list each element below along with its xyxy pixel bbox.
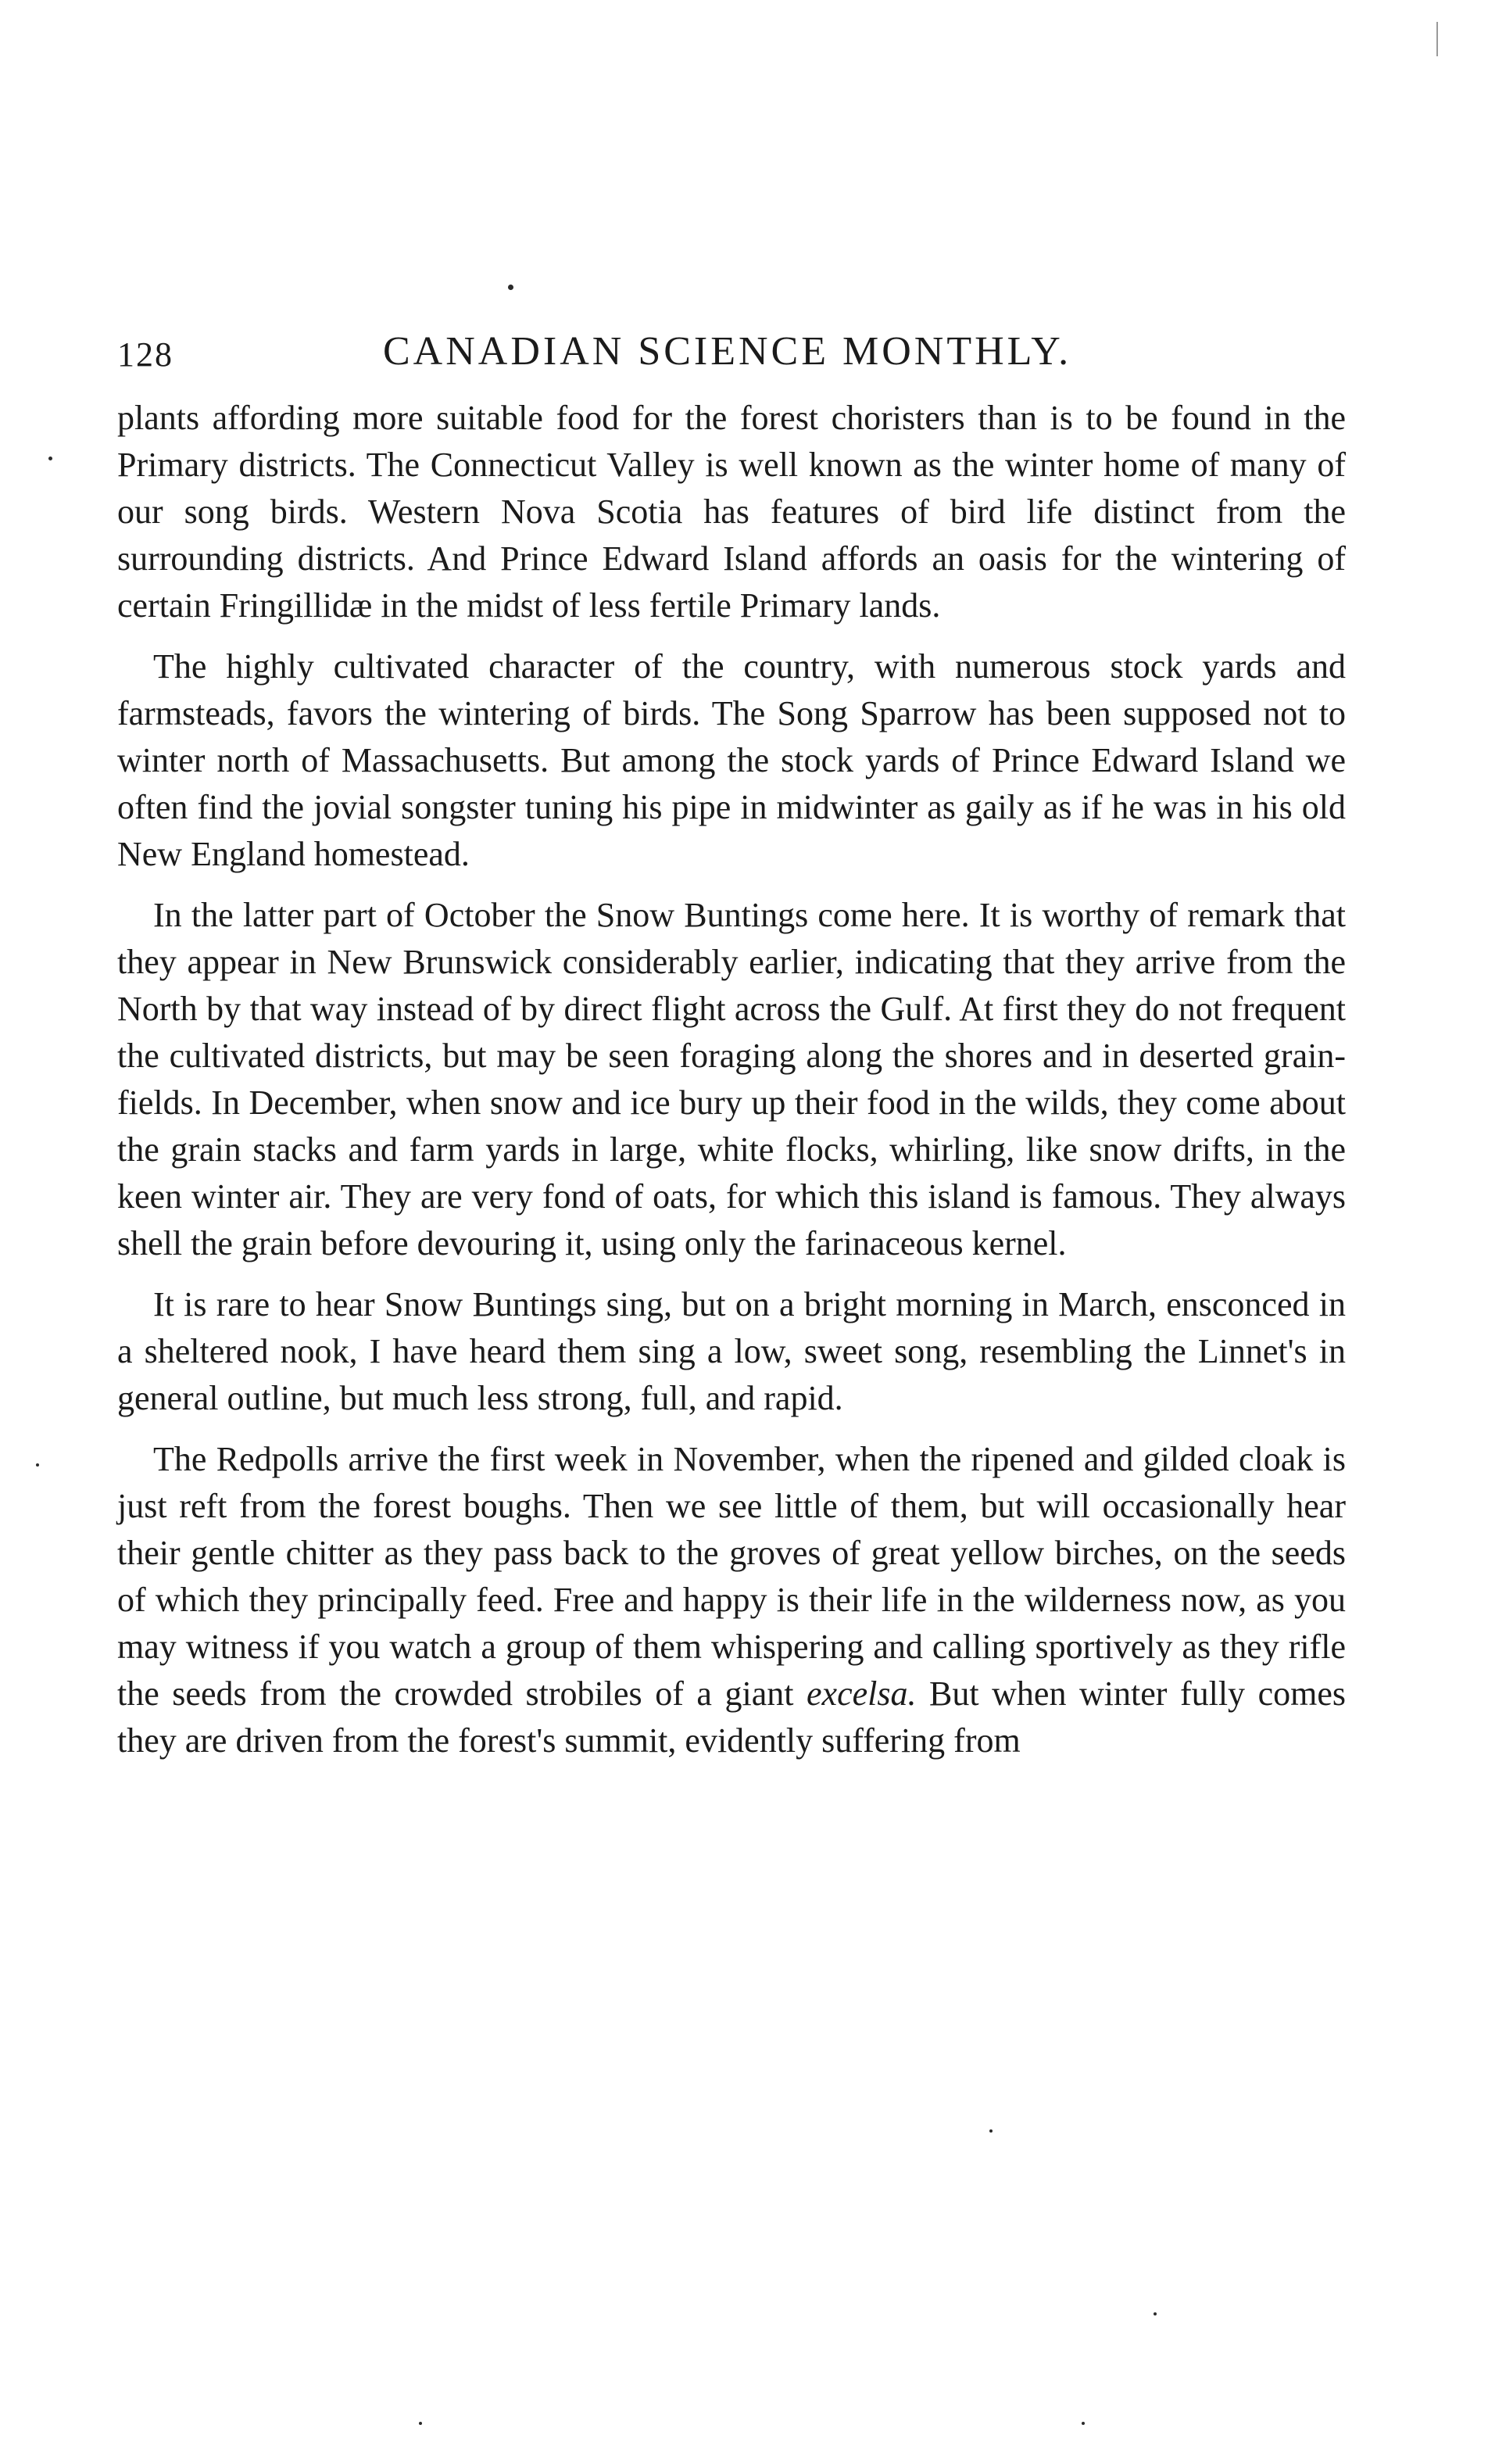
paragraph-redpolls [117,1436,1346,1764]
ink-speck [1154,2312,1157,2315]
ink-speck [48,457,52,460]
body-text [117,395,1346,1778]
redpolls-text-end: But when winter fully comes they are driven from the forest's summit, evidently suffering from [117,1674,1347,1760]
ink-speck [508,285,513,290]
ink-speck [36,1463,39,1467]
ink-speck [1082,2422,1085,2425]
paragraph-bunting-song: It is rare to hear Snow Buntings sing, but on a bright morning in March, ensconced in a sheltered nook, I have heard them sing a low, sweet song, resembling the Linnet's in general outline, but much less strong, full, and rapid. [117,1285,1346,1417]
species-name-italic: excelsa. [807,1674,917,1713]
ink-speck [419,2422,422,2425]
paragraph-song-sparrow: The highly cultivated character of the country, with numerous stock yards and farmsteads, favors the wintering of birds. The Song Sparrow has been supposed not to winter north of Massachusetts. But among the stock yards of Prince Edward Island we often find the jovial songster tuning his pipe in midwinter as gaily as if he was in his old New England homestead. [117,647,1346,873]
page-number: 128 [117,335,173,374]
paragraph-snow-buntings: In the latter part of October the Snow Buntings come here. It is worthy of remark that they appear in New Brunswick considerably earlier, indicating that they arrive from the North by that way instead of by direct flight across the Gulf. At first they do not frequent the cultivated districts, but may be seen foraging along the shores and in deserted grain-fields. In December, when snow and ice bury up their food in the wilds, they come about the grain stacks and farm yards in large, white flocks, whirling, like snow drifts, in the keen winter air. They are very fond of oats, for which this island is famous. They always shell the grain before devouring it, using only the farinaceous kernel. [117,896,1346,1262]
ink-speck [989,2129,993,2133]
journal-title: CANADIAN SCIENCE MONTHLY. [383,329,1072,374]
redpolls-text-start: The Redpolls arrive the first week in November, when the ripened and gilded cloak is just reft from the forest boughs. Then we see little of them, but will occasionally hear their gentle chitter as they pass back to the groves of great yellow birches, on the seeds of which they principally feed. Free and happy is their life in the wilderness now, as you may witness if you watch a group of them whispering and calling sportively as they rifle the seeds from the crowded strobiles of a giant [117,1440,1346,1713]
scan-edge-mark [1436,22,1438,56]
running-head [117,328,1352,391]
paragraph-continued: plants affording more suitable food for the forest choristers than is to be found in the Primary districts. The Connecticut Valley is well known as the winter home of many of our song birds. Western Nova Scotia has features of bird life distinct from the surrounding districts. And Prince Edward Island affords an oasis for the wintering of certain Fringillidæ in the midst of less fertile Primary lands. [117,399,1346,625]
